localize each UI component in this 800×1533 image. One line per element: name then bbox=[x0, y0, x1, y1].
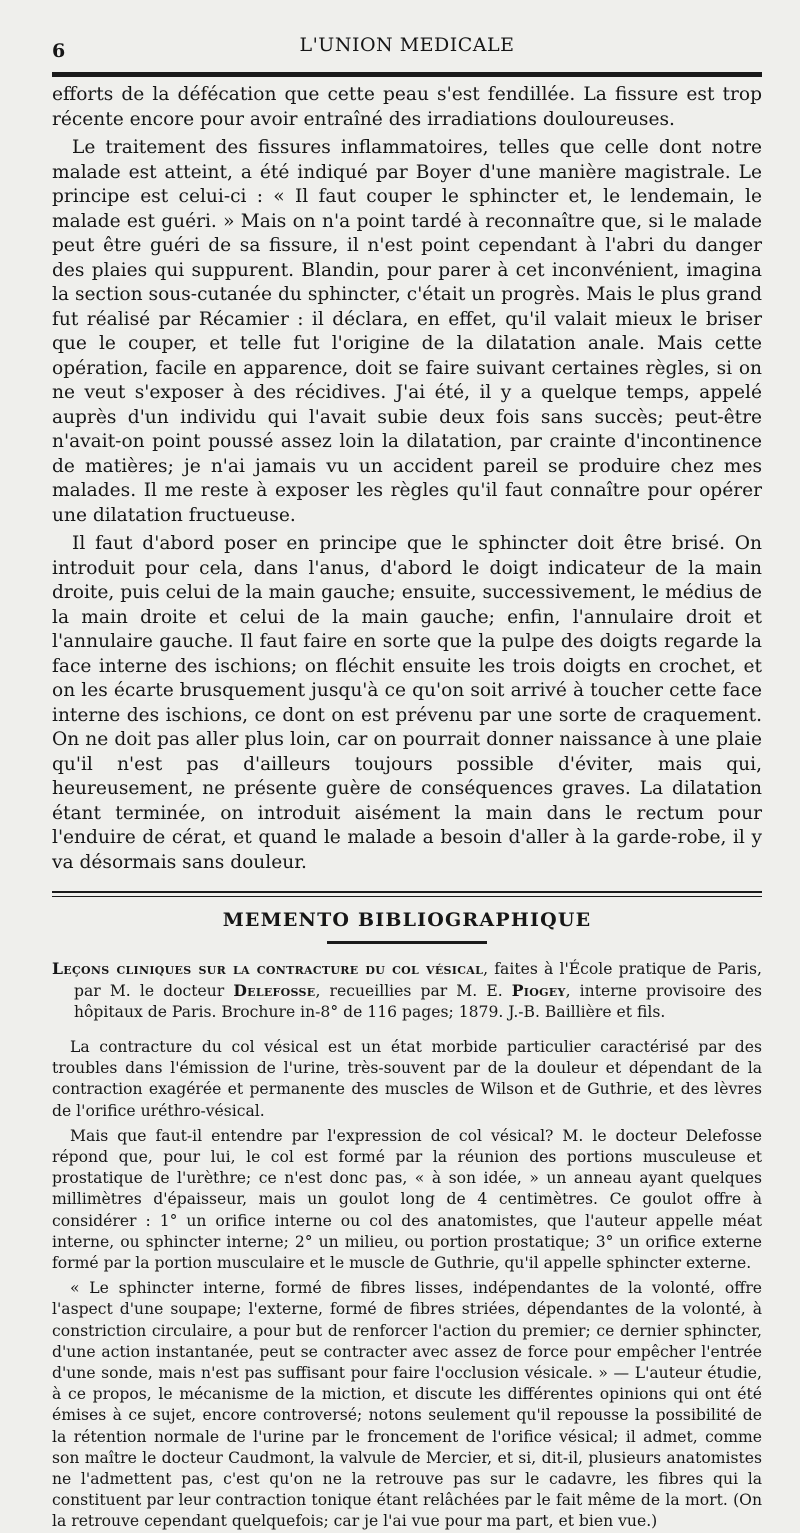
article-paragraph: Il faut d'abord poser en principe que le sphincter doit être brisé. On introduit pour cela, dans l'anus, d'abord le doigt indicateur de la main droite, puis celui de la main gauche; ensuite, successivement, le médius de la main droite et celui de la main gauche; enfin, l'annulaire droit et l'annulaire gauche. Il faut faire en sorte que la pulpe des doigts regarde la face interne des ischions; on fléchit ensuite les trois doigts en crochet, et on les écarte brusquement jusqu'à ce qu'on soit arrivé à toucher cette face interne des ischions, ce dont on est prévenu par une sorte de craquement. On ne doit pas aller plus loin, car on pourrait donner naissance à une plaie qu'il n'est pas d'ailleurs toujours possible d'éviter, mais qui, heureusement, ne présente guère de conséquences graves. La dilatation étant terminée, on introduit aisément la main dans le rectum pour l'enduire de cérat, et quand le malade a besoin d'aller à la garde-robe, il y va désormais sans douleur. bbox=[52, 533, 762, 873]
citation-editor: Piogey bbox=[511, 981, 566, 1000]
bibliographic-citation bbox=[52, 958, 762, 1023]
review-paragraph: « Le sphincter interne, formé de fibres lisses, indépendantes de la volonté, offre l'aspect d'une soupape; l'externe, formé de fibres striées, dépendantes de la volonté, à constriction circulaire, a pour but de renforcer l'action du premier; ce dernier sphincter, d'une action instantanée, peut se contracter avec assez de force pour empêcher l'entrée d'une sonde, mais n'est pas suffisant pour faire l'occlusion vésicale. » — L'auteur étudie, à ce propos, le mécanisme de la miction, et discute les différentes opinions qui ont été émises à ce sujet, encore controversé; notons seulement qu'il repousse la possibilité de la rétention normale de l'urine par le froncement de l'orifice vésical; il admet, comme son maître le docteur Caudmont, la valvule de Mercier, et si, dit-il, plusieurs anatomistes ne l'admettent pas, c'est qu'on ne la retrouve pas sur le cadavre, les fibres qui la constituent par leur contraction tonique étant relâchées par le fait même de la mort. (On la retrouve cependant quelquefois; car je l'ai vue pour ma part, et bien vue.) bbox=[52, 1279, 762, 1531]
article-paragraph: Le traitement des fissures inflammatoires, telles que celle dont notre malade est atteint, a été indiqué par Boyer d'une manière magistrale. Le principe est celui-ci : « Il faut couper le sphincter et, le lendemain, le malade est guéri. » Mais on n'a point tardé à reconnaître que, si le malade peut être guéri de sa fissure, il n'est point cependant à l'abri du danger des plaies qui suppurent. Blandin, pour parer à cet inconvénient, imagina la section sous-cutanée du sphincter, c'était un progrès. Mais le plus grand fut réalisé par Récamier : il déclara, en effet, qu'il valait mieux le briser que le couper, et telle fut l'origine de la dilatation anale. Mais cette opération, facile en apparence, doit se faire suivant certaines règles, si on ne veut s'exposer à des récidives. J'ai été, il y a quelque temps, appelé auprès d'un individu qui l'avait subie deux fois sans succès; peut-être n'avait-on point poussé assez loin la dilatation, par crainte d'incontinence de matières; je n'ai jamais vu un accident pareil se produire chez mes malades. Il me reste à exposer les règles qu'il faut connaître pour opérer une dilatation fructueuse. bbox=[52, 137, 762, 526]
citation-text: , interne provisoire des hôpitaux de Paris. Brochure in-8° de 116 pages; 1879. J.-B. Baillière et fils. bbox=[74, 982, 763, 1021]
page-number: 6 bbox=[52, 40, 66, 62]
journal-title: L'UNION MEDICALE bbox=[299, 34, 515, 56]
citation-text: , faites à l'École pratique de Paris, par M. le docteur bbox=[74, 960, 762, 1000]
citation-author: Delefosse bbox=[233, 981, 316, 1000]
review-paragraph: Mais que faut-il entendre par l'expression de col vésical? M. le docteur Delefosse répond que, pour lui, le col est formé par la réunion des portions musculeuse et prostatique de l'urèthre; ce n'est donc pas, « à son idée, » un anneau ayant quelques millimètres d'épaisseur, mais un goulot long de 4 centimètres. Ce goulot offre à considérer : 1° un orifice interne ou col des anatomistes, que l'auteur appelle méat interne, ou sphincter interne; 2° un milieu, ou portion prostatique; 3° un orifice externe formé par la portion musculaire et le muscle de Guthrie, qu'il appelle sphincter externe. bbox=[52, 1126, 762, 1273]
title-underline bbox=[327, 941, 487, 944]
section-divider bbox=[52, 891, 762, 897]
review-body bbox=[52, 1037, 762, 1533]
page-header bbox=[52, 0, 762, 62]
review-paragraph: La contracture du col vésical est un état morbide particulier caractérisé par des troubles dans l'émission de l'urine, très-souvent par de la douleur et dépendant de la contraction exagérée et permanente des muscles de Wilson et de Guthrie, et des lèvres de l'orifice uréthro-vésical. bbox=[52, 1038, 762, 1120]
header-rule bbox=[52, 72, 762, 77]
citation-book-title: Leçons cliniques sur la contracture du col vésical bbox=[52, 959, 484, 978]
citation-text: , recueillies par M. E. bbox=[315, 982, 512, 1000]
article-paragraph: efforts de la défécation que cette peau s'est fendillée. La fissure est trop récente encore pour avoir entraîné des irradiations douloureuses. bbox=[52, 84, 762, 130]
section-title: MEMENTO BIBLIOGRAPHIQUE bbox=[222, 909, 592, 931]
article-body bbox=[52, 83, 762, 875]
